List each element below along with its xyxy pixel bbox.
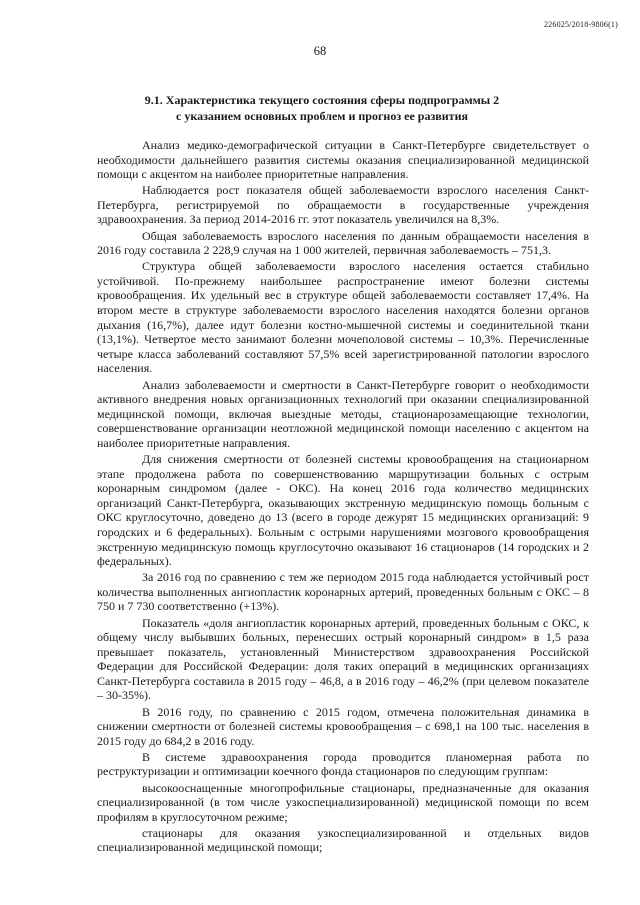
document-id: 226025/2018-9806(1) [543,20,618,29]
page-number: 68 [313,44,327,58]
paragraph: Для снижения смертности от болезней системы кровообращения на стационарном этапе продолжена работа по совершенствованию маршрутизации больных с острым коронарным синдромом (далее - ОКС). На конец 2016 года количество медицинских организаций Санкт-Петербурга, оказывающих экстренную медицинскую помощь больным с ОКС круглосуточно, доведено до 13 (всего в городе дежурят 15 медицинских организаций: 9 городских и 6 федеральных). Больным с острыми нарушениями мозгового кровообращения экстренную медицинскую помощь круглосуточно оказывают 16 стационаров (14 городских и 2 федеральных). [97,451,589,569]
paragraph: В системе здравоохранения города проводится планомерная работа по реструктуризации и оптимизации коечного фонда стационаров по следующим группам: [97,749,589,779]
paragraph: За 2016 год по сравнению с тем же периодом 2015 года наблюдается устойчивый рост количества выполненных ангиопластик коронарных артерий, проведенных больным с ОКС – 8 750 и 7 730 соответственно (+13%). [97,570,589,614]
paragraph: высокооснащенные многопрофильные стационары, предназначенные для оказания специализированной (в том числе узкоспециализированной) медицинской помощи по всем профилям в круглосуточном режиме; [97,780,589,824]
paragraph: Показатель «доля ангиопластик коронарных артерий, проведенных больным с ОКС, к общему числу выбывших больных, перенесших острый коронарный синдром» в 1,5 раза превышает показатель, установленный Министерством здравоохранения Российской Федерации для Российской Федерации: доля таких операций в медицинских организациях Санкт-Петербурга составила в 2015 году – 46,8, а в 2016 году – 46,2% (при целевом показателе – 30-35%). [97,615,589,703]
document-body [97,138,589,855]
paragraph: Анализ заболеваемости и смертности в Санкт-Петербурге говорит о необходимости активного внедрения новых организационных технологий при оказании специализированной медицинской помощи, включая выездные методы, стационарозамещающие технологии, совершенствование организации неотложной медицинской помощи населению с акцентом на наиболее приоритетные направления. [97,377,589,450]
paragraph: Наблюдается рост показателя общей заболеваемости взрослого населения Санкт-Петербурга, регистрируемой по обращаемости в государственные учреждения здравоохранения. За период 2014-2016 гг. этот показатель увеличился на 8,3%. [97,183,589,227]
paragraph: В 2016 году, по сравнению с 2015 годом, отмечена положительная динамика в снижении смертности от болезней системы кровообращения – с 698,1 на 100 тыс. населения в 2015 году до 684,2 в 2016 году. [97,704,589,748]
paragraph: Анализ медико-демографической ситуации в Санкт-Петербурге свидетельствует о необходимости дальнейшего развития системы оказания специализированной медицинской помощи с акцентом на наиболее приоритетные направления. [97,138,589,182]
section-title-line-2: с указанием основных проблем и прогноз ее развития [176,109,468,123]
paragraph: Структура общей заболеваемости взрослого населения остается стабильно устойчивой. По-прежнему наибольшее распространение имеют болезни системы кровообращения. Их удельный вес в структуре общей заболеваемости составляет 17,4%. На втором месте в структуре заболеваемости взрослого населения находятся болезни органов дыхания (16,7%), далее идут болезни костно-мышечной системы и соединительной ткани (13,1%). Четвертое место занимают болезни мочеполовой системы – 10,3%. Перечисленные четыре класса заболеваний составляют 57,5% всей зарегистрированной патологии взрослого населения. [97,259,589,376]
section-heading [96,92,548,124]
paragraph: Общая заболеваемость взрослого населения по данным обращаемости населения в 2016 году составила 2 228,9 случая на 1 000 жителей, первичная заболеваемость – 751,3. [97,228,589,258]
paragraph: стационары для оказания узкоспециализированной и отдельных видов специализированной медицинской помощи; [97,825,589,855]
section-title-line-1: 9.1. Характеристика текущего состояния сферы подпрограммы 2 [144,93,500,107]
